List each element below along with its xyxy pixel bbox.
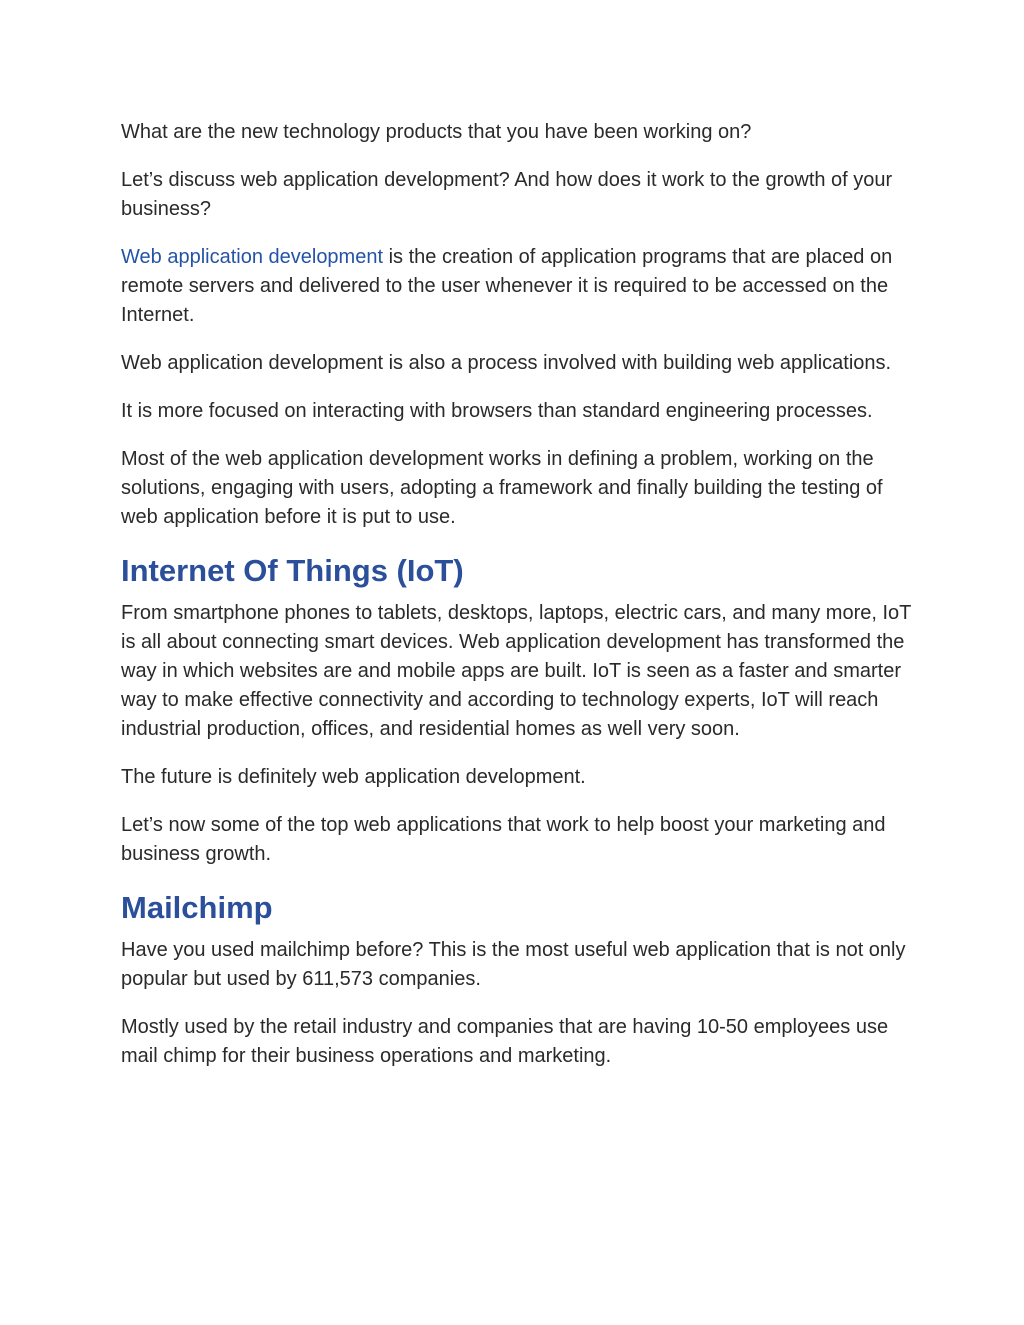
iot-paragraph-3: Let’s now some of the top web applications that work to help boost your marketing and business growth. <box>121 814 886 865</box>
intro-paragraph-1: What are the new technology products that you have been working on? <box>121 121 752 143</box>
web-dev-process-paragraph: Web application development is also a process involved with building web applications. <box>121 352 892 374</box>
intro-paragraph-2: Let’s discuss web application development? And how does it work to the growth of your business? <box>121 169 893 220</box>
web-application-development-link[interactable]: Web application development <box>121 246 384 268</box>
document-page <box>121 118 911 1090</box>
mailchimp-paragraph-1: Have you used mailchimp before? This is the most useful web application that is not only popular but used by 611,573 companies. <box>121 939 906 990</box>
web-dev-definition-paragraph <box>121 243 911 330</box>
mailchimp-paragraph-2: Mostly used by the retail industry and companies that are having 10-50 employees use mail chimp for their business operations and marketing. <box>121 1016 889 1067</box>
iot-heading: Internet Of Things (IoT) <box>121 553 464 588</box>
mailchimp-heading: Mailchimp <box>121 890 273 925</box>
iot-paragraph-2: The future is definitely web application development. <box>121 766 586 788</box>
iot-paragraph-1: From smartphone phones to tablets, desktops, laptops, electric cars, and many more, IoT is all about connecting smart devices. Web application development has transformed the way in which websites are and mobile apps are built. IoT is seen as a faster and smarter way to make effective connectivity and according to technology experts, IoT will reach industrial production, offices, and residential homes as well very soon. <box>121 602 912 740</box>
development-steps-paragraph: Most of the web application development works in defining a problem, working on the solutions, engaging with users, adopting a framework and finally building the testing of web application before it is put to use. <box>121 448 883 528</box>
browser-focus-paragraph: It is more focused on interacting with browsers than standard engineering processes. <box>121 400 873 422</box>
web-dev-definition-text: is the creation of application programs that are placed on remote servers and delivered to the user whenever it is required to be accessed on the Internet. <box>121 246 893 326</box>
